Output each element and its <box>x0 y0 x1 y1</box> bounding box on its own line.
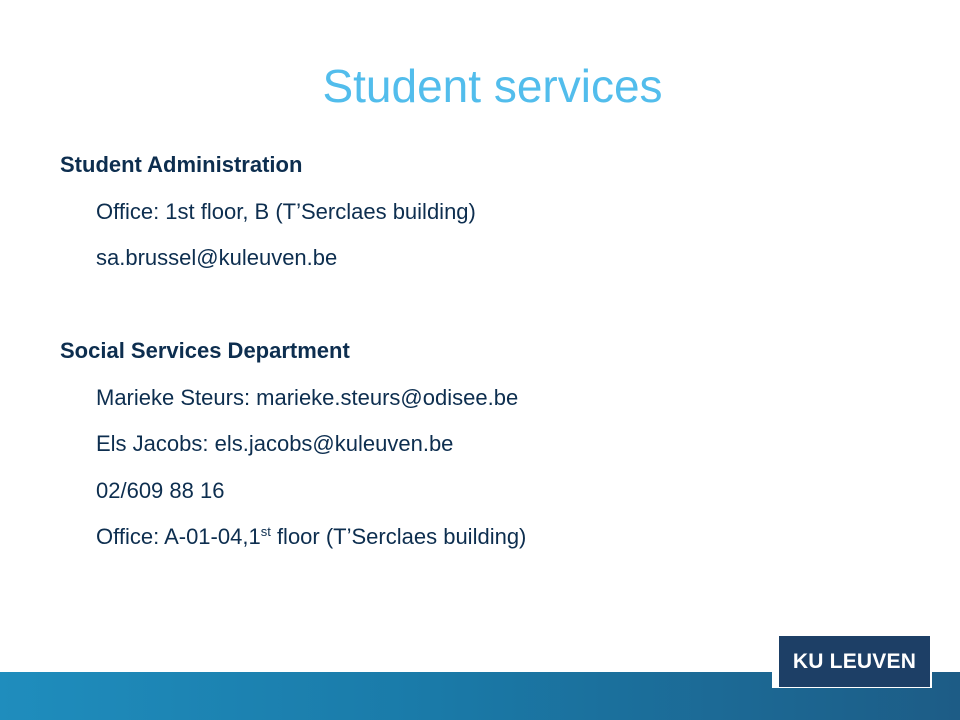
student-administration-office: Office: 1st floor, B (T’Serclaes building) <box>96 198 476 224</box>
slide-title: Student services <box>322 60 663 112</box>
social-services-heading: Social Services Department <box>60 338 350 363</box>
student-administration-email: sa.brussel@kuleuven.be <box>96 245 338 270</box>
slide-content <box>60 142 526 561</box>
social-services-contact-els: Els Jacobs: els.jacobs@kuleuven.be <box>96 431 454 456</box>
social-services-contact-marieke: Marieke Steurs: marieke.steurs@odisee.be <box>96 384 519 410</box>
social-services-phone: 02/609 88 16 <box>96 477 225 503</box>
section-spacer <box>60 282 526 329</box>
student-administration-heading: Student Administration <box>60 152 303 177</box>
social-services-office-prefix: Office: A-01-04,1 <box>96 524 261 549</box>
social-services-office-superscript: st <box>260 524 271 539</box>
social-services-office-suffix: floor (T’Serclaes building) <box>270 524 527 549</box>
social-services-office <box>60 514 526 561</box>
ku-leuven-logo: KU LEUVEN <box>779 636 930 687</box>
